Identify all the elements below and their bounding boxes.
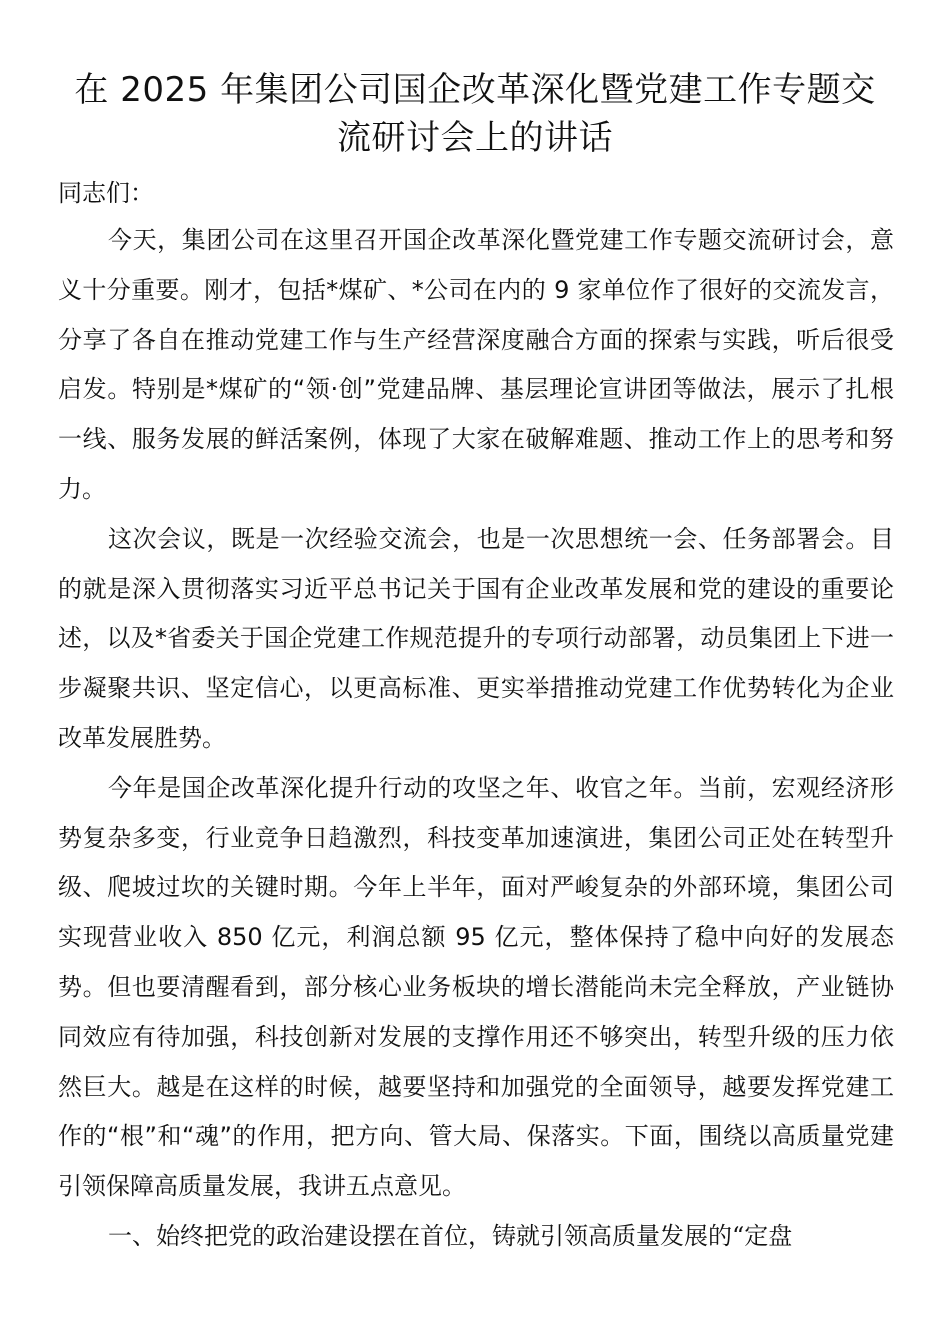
paragraph-meeting-purpose: 这次会议，既是一次经验交流会，也是一次思想统一会、任务部署会。目的就是深入贯彻落实习近平总书记关于国有企业改革发展和党的建设的重要论述，以及*省委关于国企党建工作规范提升的专项行动部署，动员集团上下进一步凝聚共识、坚定信心，以更高标准、更实举措推动党建工作优势转化为企业改革发展胜势。 [58, 524, 894, 752]
paragraph-opening: 今天，集团公司在这里召开国企改革深化暨党建工作专题交流研讨会，意义十分重要。刚才，包括*煤矿、*公司在内的 9 家单位作了很好的交流发言，分享了各自在推动党建工作与生产经营深度融合方面的探索与实践，听后很受启发。特别是*煤矿的“领·创”党建品牌、基层理论宣讲团等做法，展示了扎根一线、服务发展的鲜活案例，体现了大家在破解难题、推动工作上的思考和努力。 [58, 226, 894, 503]
document-body [58, 216, 894, 1262]
document-title: 在 2025 年集团公司国企改革深化暨党建工作专题交流研讨会上的讲话 [74, 70, 876, 158]
greeting: 同志们： [58, 179, 154, 207]
section-heading-1: 一、始终把党的政治建设摆在首位，铸就引领高质量发展的“定盘 [108, 1221, 793, 1250]
paragraph-situation: 今年是国企改革深化提升行动的攻坚之年、收官之年。当前，宏观经济形势复杂多变，行业竞争日趋激烈，科技变革加速演进，集团公司正处在转型升级、爬坡过坎的关键时期。今年上半年，面对严峻复杂的外部环境，集团公司实现营业收入 850 亿元，利润总额 95 亿元，整体保持了稳中向好的发展态势。但也要清醒看到，部分核心业务板块的增长潜能尚未完全释放，产业链协同效应有待加强，科技创新对发展的支撑作用还不够突出，转型升级的压力依然巨大。越是在这样的时候，越要坚持和加强党的全面领导，越要发挥党建工作的“根”和“魂”的作用，把方向、管大局、保落实。下面，围绕以高质量党建引领保障高质量发展，我讲五点意见。 [58, 773, 894, 1201]
